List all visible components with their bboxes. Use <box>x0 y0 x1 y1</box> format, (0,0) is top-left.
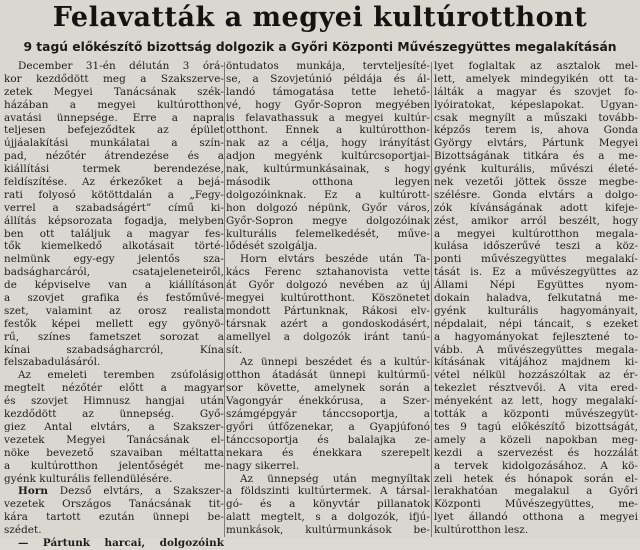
text-line: gyénk kulturális hagyományait, <box>434 304 638 317</box>
text-line: lődését szolgálja. <box>226 240 318 253</box>
article-headline: Felavatták a megyei kultúrotthont <box>52 2 588 33</box>
text-line: otthon átadását ünnepi kultúrmű- <box>226 369 430 382</box>
text-line: nelmünk egy-egy jelentős sza- <box>4 253 224 266</box>
text-line: festők képei mellett egy gyönyö- <box>4 317 224 330</box>
text-line: ményeként az lett, hogy megalakí- <box>434 395 638 408</box>
text-line: újjáalakítási munkálatai a szín- <box>4 137 224 150</box>
text-line: szédet. <box>4 524 42 537</box>
text-line: ponti művészegyüttes megalakí- <box>434 253 638 266</box>
text-line: December 31-én délután 3 órá- <box>18 60 224 72</box>
article-body <box>4 60 638 549</box>
text-line: képzős terem is, ahova Gonda <box>434 124 638 137</box>
text-line: kulturális felemelkedését, műve- <box>226 227 430 240</box>
text-line: Állami Népi Együttes nyom- <box>434 279 638 292</box>
text-line: sor követte, amelynek során a <box>226 382 430 395</box>
text-line: megtelt nézőtér előtt a magyar <box>4 382 224 395</box>
text-line: tők kiemelkedő alkotásait törté- <box>4 240 224 253</box>
text-line: a szovjet grafika és festőművé- <box>4 292 224 305</box>
column-divider <box>431 62 432 537</box>
text-line: győri útfőzenekar, a Gyapjúfonó <box>226 420 430 433</box>
text-line: vezetek Országos Tanácsának tit- <box>4 498 224 511</box>
text-line: népdalait, népi táncait, s ezeket <box>434 317 638 330</box>
text-line: kezdődött az ünnepség. Győ- <box>4 408 224 421</box>
text-line: második otthona legyen <box>226 176 430 189</box>
text-line: nagy sikerrel. <box>226 459 300 472</box>
text-column-1 <box>4 60 224 550</box>
text-line: amellyel a dolgozók iránt tanú- <box>226 330 430 343</box>
text-line: zést, amikor arról beszélt, hogy <box>434 214 638 227</box>
text-line: számgépgyár tánccsoportja, a <box>226 408 430 421</box>
text-line: kor kezdődött meg a Szakszerve- <box>4 72 224 85</box>
text-line: alatt megtelt, s a dolgozók, ifjú- <box>226 511 430 524</box>
text-line: Győr-Sopron megye dolgozóinak <box>226 214 430 227</box>
text-line: Az emeleti teremben zsúfolásig <box>18 369 224 382</box>
text-line: tánccsoportja és balalajka ze- <box>226 433 430 446</box>
text-line: verrel a szabadságért” című ki- <box>4 201 224 214</box>
text-line: tották a központi művészegyüt- <box>434 408 638 421</box>
text-line: kiállítási termek berendezése, <box>4 163 224 176</box>
text-line: tes 9 tagú előkészítő bizottságát, <box>434 420 638 433</box>
text-line: Bizottságának titkára és a me- <box>434 150 638 163</box>
text-line: lyet foglaltak az asztalok mel- <box>434 60 638 72</box>
text-line: tását is. Ez a művészegyüttes az <box>434 266 638 279</box>
text-line: gyénk kulturális, művészi életé- <box>434 163 638 176</box>
text-line: át Győr dolgozó nevében az új <box>226 279 430 292</box>
text-line: lyóiratokat, képeslapokat. Ugyan- <box>434 98 638 111</box>
text-line: a tervek kidolgozásához. A kö- <box>434 459 638 472</box>
text-line: avatási ünnepsége. Erre a napra <box>4 111 224 124</box>
text-line: Vagongyár énekkórusa, a Szer- <box>226 395 430 408</box>
text-line: badságharcáról, csatajeleneteiről, <box>4 266 224 279</box>
text-line: hon dolgozó népünk, Győr város, <box>226 201 430 214</box>
text-line: landó támogatása tette lehető- <box>226 85 430 98</box>
text-line: öntudatos munkája, tervteljesíté- <box>226 60 430 72</box>
text-line: feldíszítése. Az érkezőket a bejá- <box>4 176 224 189</box>
text-line: dokain haladva, felkutatná me- <box>434 292 638 305</box>
text-column-2 <box>226 60 430 537</box>
text-line: rű, színes fametszet sorozat a <box>4 330 224 343</box>
text-line: de képviselve van a kiállításon <box>4 279 224 292</box>
text-line: munkások, kultúrmunkások be- <box>226 524 430 537</box>
text-line: kára tartott ezután ünnepi be- <box>4 511 224 524</box>
text-line: teljesen befejeződtek az épület <box>4 124 224 137</box>
text-line: és szovjet Himnusz hangjai után <box>4 395 224 408</box>
text-line: amely a közeli napokban meg- <box>434 433 638 446</box>
text-line: megyei kultúrotthont. Köszönetet <box>226 292 430 305</box>
text-line: ben ott találjuk a magyar fes- <box>4 227 224 240</box>
text-line: Horn elvtárs beszéde után Ta- <box>240 253 430 266</box>
text-line: kezdi a szervezést és hozzálát <box>434 446 638 459</box>
text-line: sít. <box>226 343 243 356</box>
text-column-3 <box>434 60 638 537</box>
text-line: pad, nézőtér átrendezése és a <box>4 150 224 163</box>
text-line: gyénk kulturális fellendülésére. <box>4 472 173 485</box>
text-line: zók kívánságának adott kifeje- <box>434 201 638 214</box>
text-line: a földszinti kultúrtermek. A társal- <box>226 485 430 498</box>
text-line: lyet állandó otthona a megyei <box>434 511 638 524</box>
text-line: Az ünnepség után megnyíltak <box>240 472 430 485</box>
text-line: kulása időszerűvé teszi a köz- <box>434 240 638 253</box>
text-line: nek vezetői jöttek össze megbe- <box>434 176 638 189</box>
text-line: lett, amelyek mindegyikén ott ta- <box>434 72 638 85</box>
text-line: rati folyosó kötöttdalán a „Fegy- <box>4 188 224 201</box>
text-line: otthont. Ennek a kultúrotthon- <box>226 124 430 137</box>
text-line: kultúrotthon lesz. <box>434 524 529 537</box>
text-line: házában a megyei kultúrotthon <box>4 98 224 111</box>
text-line: szélésre. Gonda elvtárs a dolgo- <box>434 188 638 201</box>
text-line: kításának vitájához majdnem ki- <box>434 356 638 369</box>
text-line: a hagyományokat fejlesztené to- <box>434 330 638 343</box>
text-line: társnak azért a gondoskodásért, <box>226 317 430 330</box>
text-line: Központi Művészegyüttes, me- <box>434 498 638 511</box>
text-line: gó- és a könyvtár pillanatok <box>226 498 430 511</box>
text-line: mondott Pártunknak, Rákosi elv- <box>226 304 430 317</box>
text-line: György elvtárs, Pártunk Megyei <box>434 137 638 150</box>
text-line: lálták a magyar és szovjet fo- <box>434 85 638 98</box>
text-line: vétel nélkül hozzászóltak az ér- <box>434 369 638 382</box>
text-line: felszabadulásáról. <box>4 356 101 369</box>
text-line: nekara és énekkara szerepelt <box>226 446 430 459</box>
text-line: nak, kultúrmunkásainak, s hogy <box>226 163 430 176</box>
text-line: a megyei kultúrotthon megala- <box>434 227 638 240</box>
text-line: zeli hetek és hónapok során el- <box>434 472 638 485</box>
text-line: lerakhatóan megalakul a Győri <box>434 485 638 498</box>
text-line: — Pártunk harcai, dolgozóink <box>18 536 224 549</box>
text-line: vezetek Megyei Tanácsának el- <box>4 433 224 446</box>
text-line: Az ünnepi beszédet és a kultúr- <box>240 356 430 369</box>
text-line: se, a Szovjetúnió példája és ál- <box>226 72 430 85</box>
text-line: kács Ferenc sztahanovista vette <box>226 266 430 279</box>
text-line: zetek Megyei Tanácsának szék- <box>4 85 224 98</box>
text-line: adjon megyénk kultúrcsoportjai- <box>226 150 430 163</box>
text-line: vább. A művészegyüttes megala- <box>434 343 638 356</box>
text-line: dolgozóinknak. Ez a kultúrott- <box>226 188 430 201</box>
text-line: is felavathassuk a megyei kultúr- <box>226 111 430 124</box>
text-line: szet, valamint az orosz realista <box>4 304 224 317</box>
text-line: csak megnyílt a műszaki tovább- <box>434 111 638 124</box>
text-line: vé, hogy Győr-Sopron megyében <box>226 98 430 111</box>
text-line: nak az a célja, hogy irányítást <box>226 137 430 150</box>
text-line: giez Antal elvtárs, a Szakszer- <box>4 420 224 433</box>
article-subheadline: 9 tagú előkészítő bizottság dolgozik a Győri Központi Művészegyüttes megalakításán <box>23 40 617 54</box>
text-line: nöke bevezető szavaiban méltatta <box>4 446 224 459</box>
text-line: a kultúrotthon jelentőségét me- <box>4 459 224 472</box>
text-line: tekezlet résztvevői. A vita ered- <box>434 382 638 395</box>
text-line: kínai szabadságharcról, Kína <box>4 343 224 356</box>
text-line: Horn Dezső elvtárs, a Szakszer- <box>18 485 224 498</box>
column-divider <box>224 62 225 537</box>
text-line: állítás képsorozata fogadja, melyben <box>4 214 224 227</box>
